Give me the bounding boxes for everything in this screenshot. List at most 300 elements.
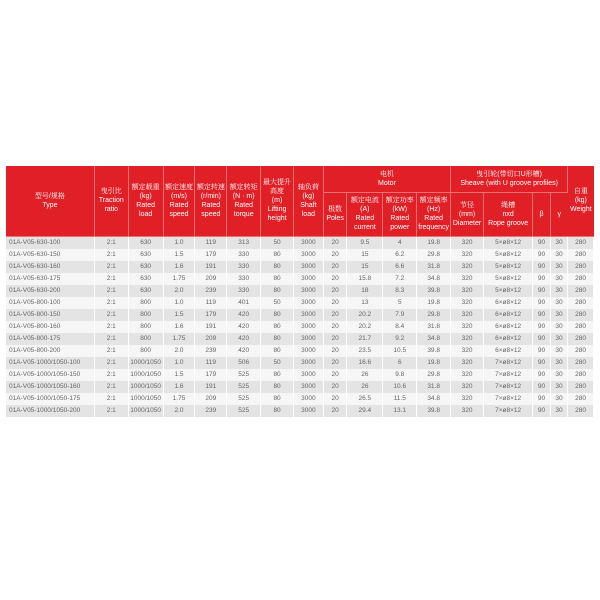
cell-beta: 90 — [533, 249, 550, 261]
cell-rope-groove: 7×ø8×12 — [483, 357, 532, 369]
cell-weight: 280 — [568, 357, 594, 369]
header-rated-load — [128, 166, 163, 236]
cell-rated-current: 16.6 — [347, 357, 383, 369]
cell-beta: 90 — [533, 261, 550, 273]
cell-rated-frequency: 39.8 — [417, 345, 451, 357]
cell-rated-current: 13 — [347, 297, 383, 309]
cell-diameter: 320 — [451, 309, 484, 321]
header-motor-cn: 电机 — [379, 170, 394, 178]
header-model — [6, 166, 94, 236]
cell-rated-frequency: 31.8 — [417, 321, 451, 333]
cell-rated-frequency: 39.8 — [417, 285, 451, 297]
cell-rated-speed-rpm: 239 — [195, 285, 227, 297]
header-poles-en: Poles — [326, 215, 344, 222]
cell-beta: 90 — [533, 405, 550, 417]
cell-traction-ratio: 2:1 — [94, 393, 128, 405]
cell-rope-groove: 5×ø8×12 — [483, 249, 532, 261]
cell-weight: 280 — [568, 249, 594, 261]
cell-beta: 90 — [533, 309, 550, 321]
cell-rated-speed-ms: 1.6 — [163, 381, 195, 393]
cell-beta: 90 — [533, 381, 550, 393]
header-rated-frequency-unit: (Hz) — [427, 206, 441, 213]
cell-rated-torque: 525 — [227, 393, 261, 405]
header-rated-current-cn: 额定电流 — [350, 197, 379, 204]
cell-rated-current: 26 — [347, 369, 383, 381]
cell-rated-power: 9.8 — [383, 369, 417, 381]
cell-shaft-load: 3000 — [293, 345, 323, 357]
header-sheave-group — [451, 166, 568, 192]
cell-weight: 280 — [568, 345, 594, 357]
cell-gamma: 30 — [550, 297, 567, 309]
cell-lifting-height: 80 — [261, 393, 294, 405]
cell-rated-power: 6.2 — [383, 249, 417, 261]
cell-rated-speed-rpm: 191 — [195, 381, 227, 393]
cell-rope-groove: 7×ø8×12 — [483, 369, 532, 381]
table-row — [6, 261, 594, 273]
header-lifting-height — [261, 166, 294, 236]
cell-model: 01A-V05-1000/1050-175 — [6, 393, 94, 405]
table-row — [6, 321, 594, 333]
cell-diameter: 320 — [451, 381, 484, 393]
cell-rated-power: 8.3 — [383, 285, 417, 297]
header-rope-groove-unit: nxd — [502, 210, 514, 218]
cell-rated-speed-rpm: 239 — [195, 345, 227, 357]
cell-rated-speed-rpm: 209 — [195, 393, 227, 405]
cell-beta: 90 — [533, 369, 550, 381]
cell-rated-load: 630 — [128, 236, 163, 249]
cell-rated-frequency: 31.8 — [417, 381, 451, 393]
cell-poles: 20 — [323, 273, 347, 285]
cell-rope-groove: 6×ø8×12 — [483, 297, 532, 309]
cell-rated-torque: 525 — [227, 405, 261, 417]
cell-rated-load: 630 — [128, 273, 163, 285]
cell-rated-torque: 330 — [227, 249, 261, 261]
cell-rope-groove: 5×ø8×12 — [483, 285, 532, 297]
header-rated-load-cn: 额定载重 — [131, 183, 160, 191]
header-motor-en: Motor — [377, 179, 396, 187]
cell-rated-speed-rpm: 191 — [195, 261, 227, 273]
header-rated-load-en: Rated load — [136, 201, 155, 218]
cell-rated-load: 630 — [128, 285, 163, 297]
cell-beta: 90 — [533, 236, 550, 249]
cell-rope-groove: 6×ø8×12 — [483, 345, 532, 357]
cell-shaft-load: 3000 — [293, 369, 323, 381]
cell-rated-torque: 525 — [227, 381, 261, 393]
cell-rated-current: 26.5 — [347, 393, 383, 405]
cell-rated-frequency: 29.8 — [417, 249, 451, 261]
cell-shaft-load: 3000 — [293, 309, 323, 321]
header-rated-speed-ms-cn: 额定速度 — [165, 183, 193, 191]
cell-poles: 20 — [323, 381, 347, 393]
cell-rated-frequency: 19.8 — [417, 236, 451, 249]
header-rated-load-unit: (kg) — [139, 192, 152, 200]
cell-gamma: 30 — [550, 249, 567, 261]
cell-rated-load: 630 — [128, 261, 163, 273]
cell-rated-speed-ms: 1.75 — [163, 273, 195, 285]
cell-lifting-height: 80 — [261, 405, 294, 417]
header-weight-unit: (kg) — [574, 197, 587, 205]
cell-traction-ratio: 2:1 — [94, 285, 128, 297]
cell-beta: 90 — [533, 393, 550, 405]
cell-lifting-height: 80 — [261, 249, 294, 261]
cell-diameter: 320 — [451, 236, 484, 249]
cell-traction-ratio: 2:1 — [94, 345, 128, 357]
cell-model: 01A-V05-1000/1050-100 — [6, 357, 94, 369]
header-rated-speed-ms-unit: (m/s) — [171, 192, 187, 200]
header-rated-power — [383, 192, 417, 236]
cell-rated-torque: 330 — [227, 261, 261, 273]
cell-rope-groove: 6×ø8×12 — [483, 309, 532, 321]
cell-weight: 280 — [568, 333, 594, 345]
header-traction-ratio — [94, 166, 128, 236]
table-header — [6, 166, 594, 236]
cell-rated-torque: 420 — [227, 321, 261, 333]
cell-lifting-height: 80 — [261, 321, 294, 333]
cell-lifting-height: 50 — [261, 236, 294, 249]
table-row — [6, 357, 594, 369]
cell-rated-power: 10.6 — [383, 381, 417, 393]
cell-gamma: 30 — [550, 236, 567, 249]
cell-rated-torque: 330 — [227, 285, 261, 297]
header-rated-speed-rpm-en: Rated speed — [201, 201, 221, 218]
cell-rated-load: 1000/1050 — [128, 393, 163, 405]
cell-rated-frequency: 34.8 — [417, 393, 451, 405]
cell-rated-torque: 330 — [227, 273, 261, 285]
cell-rated-frequency: 19.8 — [417, 297, 451, 309]
cell-beta: 90 — [533, 357, 550, 369]
cell-traction-ratio: 2:1 — [94, 273, 128, 285]
cell-poles: 20 — [323, 321, 347, 333]
cell-rated-speed-rpm: 239 — [195, 405, 227, 417]
cell-poles: 20 — [323, 369, 347, 381]
header-rated-frequency — [417, 192, 451, 236]
cell-rated-load: 1000/1050 — [128, 369, 163, 381]
cell-diameter: 320 — [451, 297, 484, 309]
cell-gamma: 30 — [550, 357, 567, 369]
cell-rated-load: 800 — [128, 333, 163, 345]
cell-shaft-load: 3000 — [293, 393, 323, 405]
header-lifting-height-unit: (m) — [271, 197, 283, 205]
cell-weight: 280 — [568, 321, 594, 333]
header-rated-speed-rpm — [195, 166, 227, 236]
cell-poles: 20 — [323, 236, 347, 249]
cell-rated-load: 800 — [128, 297, 163, 309]
cell-rated-frequency: 39.8 — [417, 405, 451, 417]
cell-rated-torque: 506 — [227, 357, 261, 369]
cell-lifting-height: 80 — [261, 345, 294, 357]
cell-beta: 90 — [533, 285, 550, 297]
cell-model: 01A-V05-1000/1050-200 — [6, 405, 94, 417]
cell-gamma: 30 — [550, 309, 567, 321]
header-rope-groove-en: Rope groove — [488, 219, 529, 227]
cell-weight: 280 — [568, 309, 594, 321]
table-row — [6, 297, 594, 309]
cell-rated-frequency: 34.8 — [417, 333, 451, 345]
header-rope-groove — [483, 192, 532, 236]
cell-rated-torque: 401 — [227, 297, 261, 309]
cell-rated-speed-rpm: 179 — [195, 309, 227, 321]
cell-diameter: 320 — [451, 249, 484, 261]
cell-rated-speed-ms: 1.6 — [163, 321, 195, 333]
cell-weight: 280 — [568, 405, 594, 417]
cell-rated-torque: 313 — [227, 236, 261, 249]
header-rated-speed-ms-en: Rated speed — [169, 201, 189, 218]
cell-weight: 280 — [568, 261, 594, 273]
cell-diameter: 320 — [451, 393, 484, 405]
cell-weight: 280 — [568, 273, 594, 285]
header-rated-frequency-en: Rated frequency — [418, 215, 450, 231]
cell-lifting-height: 80 — [261, 309, 294, 321]
cell-gamma: 30 — [550, 333, 567, 345]
cell-rope-groove: 5×ø8×12 — [483, 273, 532, 285]
cell-shaft-load: 3000 — [293, 333, 323, 345]
cell-rated-frequency: 29.8 — [417, 309, 451, 321]
cell-lifting-height: 50 — [261, 297, 294, 309]
cell-rated-load: 800 — [128, 321, 163, 333]
cell-rated-power: 13.1 — [383, 405, 417, 417]
cell-traction-ratio: 2:1 — [94, 357, 128, 369]
cell-rated-current: 9.5 — [347, 236, 383, 249]
cell-traction-ratio: 2:1 — [94, 405, 128, 417]
header-diameter-cn: 节径 — [460, 201, 475, 209]
cell-shaft-load: 3000 — [293, 273, 323, 285]
header-motor-group — [323, 166, 450, 192]
cell-rated-frequency: 31.8 — [417, 261, 451, 273]
cell-rated-load: 1000/1050 — [128, 405, 163, 417]
cell-rated-load: 630 — [128, 249, 163, 261]
header-model-cn: 型号/规格 — [34, 192, 65, 200]
cell-rated-power: 7.2 — [383, 273, 417, 285]
cell-rated-speed-ms: 1.5 — [163, 249, 195, 261]
cell-poles: 20 — [323, 345, 347, 357]
cell-weight: 280 — [568, 393, 594, 405]
header-traction-ratio-en: Traction ratio — [98, 197, 124, 214]
cell-traction-ratio: 2:1 — [94, 333, 128, 345]
table-row — [6, 393, 594, 405]
table-row — [6, 345, 594, 357]
cell-traction-ratio: 2:1 — [94, 369, 128, 381]
table-row — [6, 236, 594, 249]
cell-weight: 280 — [568, 285, 594, 297]
header-rated-torque-en: Rated torque — [233, 201, 254, 218]
cell-lifting-height: 80 — [261, 381, 294, 393]
cell-rated-load: 1000/1050 — [128, 381, 163, 393]
cell-model: 01A-V05-630-160 — [6, 261, 94, 273]
cell-rated-current: 20.2 — [347, 321, 383, 333]
cell-rope-groove: 7×ø8×12 — [483, 381, 532, 393]
cell-shaft-load: 3000 — [293, 297, 323, 309]
header-shaft-load — [293, 166, 323, 236]
table-row — [6, 381, 594, 393]
cell-rope-groove: 7×ø8×12 — [483, 393, 532, 405]
header-diameter-en: Diameter — [452, 219, 482, 227]
cell-model: 01A-V05-630-100 — [6, 236, 94, 249]
cell-lifting-height: 80 — [261, 369, 294, 381]
table-body — [6, 236, 594, 417]
table-row — [6, 405, 594, 417]
cell-poles: 20 — [323, 249, 347, 261]
cell-rated-speed-ms: 2.0 — [163, 405, 195, 417]
cell-rated-current: 18 — [347, 285, 383, 297]
cell-rated-power: 5 — [383, 297, 417, 309]
cell-poles: 20 — [323, 261, 347, 273]
cell-diameter: 320 — [451, 261, 484, 273]
header-sheave-en: Sheave (with U groove profiles) — [460, 179, 558, 187]
header-rated-torque — [227, 166, 261, 236]
table-row — [6, 369, 594, 381]
cell-shaft-load: 3000 — [293, 405, 323, 417]
cell-gamma: 30 — [550, 285, 567, 297]
cell-rated-speed-ms: 1.0 — [163, 236, 195, 249]
cell-rated-torque: 420 — [227, 345, 261, 357]
cell-rope-groove: 6×ø8×12 — [483, 321, 532, 333]
cell-diameter: 320 — [451, 405, 484, 417]
header-rated-current — [347, 192, 383, 236]
cell-rated-current: 15 — [347, 249, 383, 261]
cell-rated-load: 800 — [128, 345, 163, 357]
cell-poles: 20 — [323, 297, 347, 309]
header-rated-torque-cn: 额定转矩 — [229, 183, 258, 191]
header-rated-power-unit: (kW) — [392, 206, 408, 213]
cell-weight: 280 — [568, 236, 594, 249]
header-rated-torque-unit: (N · m) — [232, 192, 255, 200]
cell-rated-speed-rpm: 209 — [195, 333, 227, 345]
cell-gamma: 30 — [550, 405, 567, 417]
cell-rated-current: 15.8 — [347, 273, 383, 285]
traction-machine-spec-table — [6, 166, 594, 417]
cell-rated-speed-ms: 1.5 — [163, 369, 195, 381]
cell-rated-speed-rpm: 119 — [195, 357, 227, 369]
cell-gamma: 30 — [550, 393, 567, 405]
cell-weight: 280 — [568, 369, 594, 381]
cell-lifting-height: 80 — [261, 285, 294, 297]
table-row — [6, 273, 594, 285]
cell-shaft-load: 3000 — [293, 236, 323, 249]
cell-shaft-load: 3000 — [293, 261, 323, 273]
cell-traction-ratio: 2:1 — [94, 236, 128, 249]
cell-weight: 280 — [568, 381, 594, 393]
cell-diameter: 320 — [451, 369, 484, 381]
cell-diameter: 320 — [451, 273, 484, 285]
header-rated-frequency-cn: 额定频率 — [419, 197, 448, 204]
header-rated-power-cn: 额定功率 — [385, 197, 414, 204]
cell-gamma: 30 — [550, 369, 567, 381]
cell-rated-load: 1000/1050 — [128, 357, 163, 369]
cell-weight: 280 — [568, 297, 594, 309]
cell-rated-speed-rpm: 179 — [195, 369, 227, 381]
cell-poles: 20 — [323, 285, 347, 297]
cell-rated-speed-rpm: 209 — [195, 273, 227, 285]
cell-rated-torque: 420 — [227, 309, 261, 321]
cell-rated-current: 20.2 — [347, 309, 383, 321]
header-rated-power-en: Rated power — [390, 215, 410, 231]
cell-lifting-height: 50 — [261, 357, 294, 369]
cell-model: 01A-V05-630-175 — [6, 273, 94, 285]
table-row — [6, 285, 594, 297]
cell-poles: 20 — [323, 333, 347, 345]
cell-beta: 90 — [533, 345, 550, 357]
cell-rated-speed-rpm: 191 — [195, 321, 227, 333]
cell-rated-frequency: 19.8 — [417, 357, 451, 369]
cell-gamma: 30 — [550, 261, 567, 273]
header-diameter — [451, 192, 484, 236]
header-gamma: γ — [550, 192, 567, 236]
cell-model: 01A-V05-800-160 — [6, 321, 94, 333]
cell-beta: 90 — [533, 297, 550, 309]
header-rated-speed-rpm-cn: 额定转速 — [196, 183, 225, 191]
cell-rated-power: 8.4 — [383, 321, 417, 333]
cell-shaft-load: 3000 — [293, 381, 323, 393]
header-rated-speed-rpm-unit: (r/min) — [200, 192, 221, 200]
cell-beta: 90 — [533, 321, 550, 333]
cell-gamma: 30 — [550, 381, 567, 393]
cell-rated-current: 21.7 — [347, 333, 383, 345]
cell-poles: 20 — [323, 357, 347, 369]
header-poles — [323, 192, 347, 236]
cell-model: 01A-V05-630-150 — [6, 249, 94, 261]
cell-gamma: 30 — [550, 345, 567, 357]
cell-model: 01A-V05-800-200 — [6, 345, 94, 357]
cell-rated-power: 11.5 — [383, 393, 417, 405]
header-rated-current-en: Rated current — [353, 215, 376, 231]
cell-diameter: 320 — [451, 357, 484, 369]
header-lifting-height-en: Lifting height — [267, 206, 287, 223]
cell-diameter: 320 — [451, 333, 484, 345]
cell-model: 01A-V05-630-200 — [6, 285, 94, 297]
header-shaft-load-unit: (kg) — [302, 192, 315, 200]
header-weight-en: Weight — [570, 206, 592, 214]
cell-rated-current: 23.5 — [347, 345, 383, 357]
header-rated-current-unit: (A) — [360, 206, 370, 213]
header-beta: β — [533, 192, 550, 236]
cell-rope-groove: 7×ø8×12 — [483, 405, 532, 417]
header-rope-groove-cn: 绳槽 — [501, 201, 516, 209]
table-row — [6, 333, 594, 345]
cell-rated-speed-rpm: 179 — [195, 249, 227, 261]
cell-rated-current: 26 — [347, 381, 383, 393]
cell-rated-load: 800 — [128, 309, 163, 321]
cell-beta: 90 — [533, 333, 550, 345]
table-row — [6, 309, 594, 321]
cell-gamma: 30 — [550, 321, 567, 333]
cell-rated-speed-ms: 1.75 — [163, 393, 195, 405]
cell-rated-speed-ms: 1.0 — [163, 357, 195, 369]
cell-rated-speed-rpm: 119 — [195, 297, 227, 309]
cell-rated-current: 15 — [347, 261, 383, 273]
header-weight-cn: 自重 — [573, 188, 588, 196]
cell-traction-ratio: 2:1 — [94, 381, 128, 393]
header-traction-ratio-cn: 曳引比 — [100, 188, 122, 196]
cell-rated-speed-ms: 2.0 — [163, 285, 195, 297]
cell-traction-ratio: 2:1 — [94, 249, 128, 261]
header-diameter-unit: (mm) — [458, 210, 476, 218]
cell-lifting-height: 80 — [261, 261, 294, 273]
cell-rated-power: 6.6 — [383, 261, 417, 273]
cell-rated-speed-ms: 1.5 — [163, 309, 195, 321]
cell-rated-power: 7.9 — [383, 309, 417, 321]
cell-lifting-height: 80 — [261, 333, 294, 345]
header-shaft-load-cn: 轴负荷 — [297, 183, 319, 191]
cell-rated-speed-rpm: 119 — [195, 236, 227, 249]
cell-traction-ratio: 2:1 — [94, 309, 128, 321]
cell-model: 01A-V05-800-150 — [6, 309, 94, 321]
cell-rope-groove: 6×ø8×12 — [483, 333, 532, 345]
header-sheave-cn: 曳引轮(带切口U形槽) — [476, 170, 542, 178]
cell-diameter: 320 — [451, 285, 484, 297]
cell-traction-ratio: 2:1 — [94, 261, 128, 273]
cell-rope-groove: 5×ø8×12 — [483, 236, 532, 249]
cell-model: 01A-V05-800-100 — [6, 297, 94, 309]
